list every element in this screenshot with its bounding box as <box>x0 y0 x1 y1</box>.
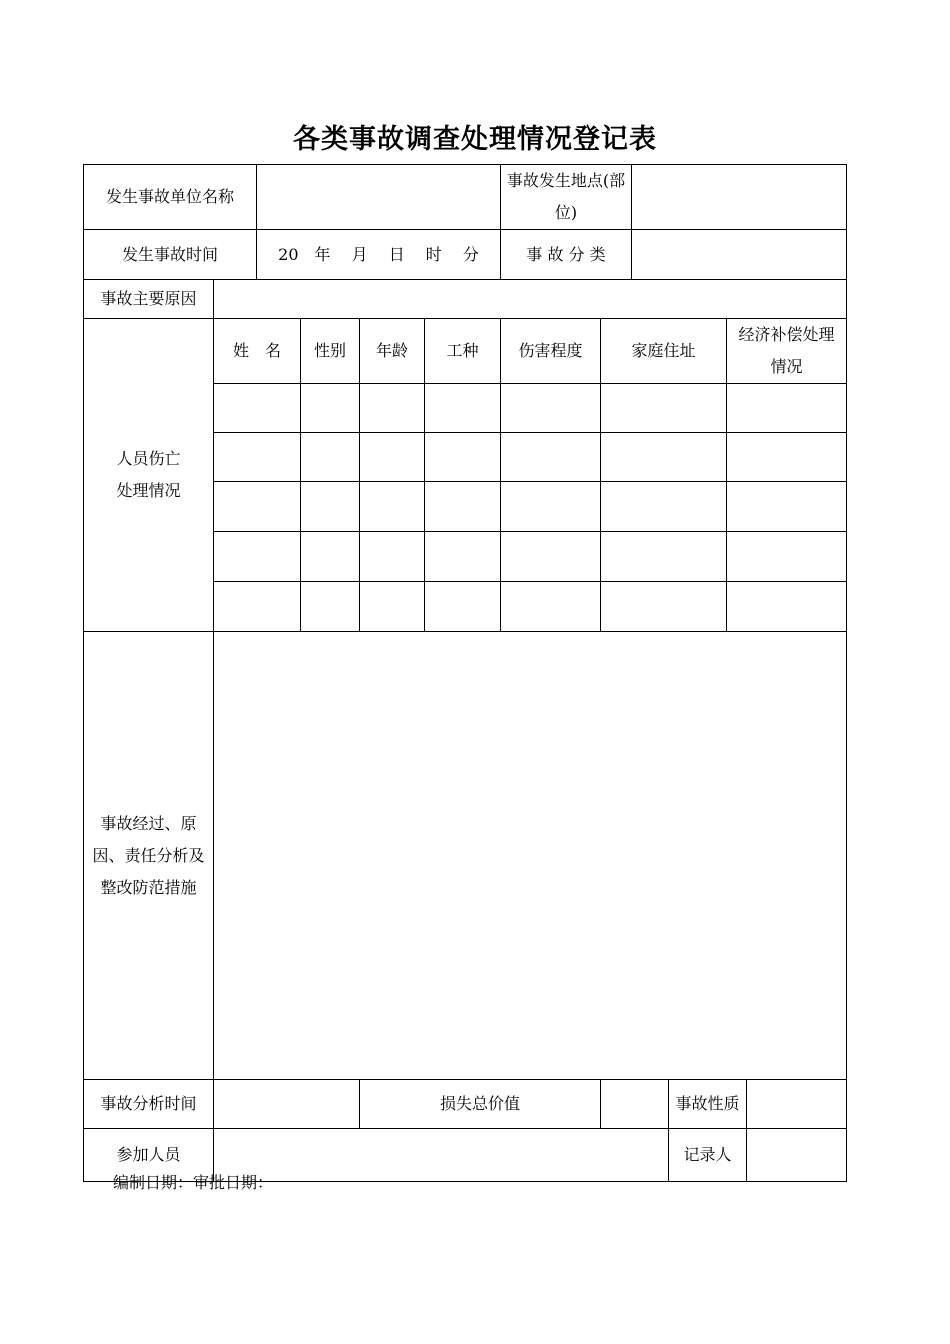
compensation-header-line1: 经济补偿处理 <box>738 325 835 344</box>
analysis-field[interactable] <box>214 632 847 1080</box>
injury-cell[interactable] <box>501 433 601 482</box>
age-cell[interactable] <box>360 482 425 532</box>
injury-cell[interactable] <box>501 582 601 632</box>
unit-name-field[interactable] <box>257 165 501 230</box>
age-cell[interactable] <box>360 532 425 582</box>
injury-cell[interactable] <box>501 384 601 433</box>
footer-dates: 编制日期：审批日期： <box>113 1173 274 1192</box>
casualty-section-label <box>84 319 214 632</box>
analysis-label-line2: 因、责任分析及 <box>92 845 205 865</box>
gender-cell[interactable] <box>301 532 360 582</box>
time-field[interactable]: 20 年 月 日 时 分 <box>257 230 501 280</box>
gender-cell[interactable] <box>301 582 360 632</box>
injury-cell[interactable] <box>501 532 601 582</box>
cause-label: 事故主要原因 <box>84 280 214 319</box>
unit-name-label: 发生事故单位名称 <box>84 165 257 230</box>
analysis-label-line3: 整改防范措施 <box>100 877 197 897</box>
recorder-field[interactable] <box>747 1129 847 1182</box>
gender-cell[interactable] <box>301 384 360 433</box>
nature-field[interactable] <box>747 1080 847 1129</box>
analysis-label-line1: 事故经过、原 <box>100 813 197 833</box>
age-cell[interactable] <box>360 384 425 433</box>
job-cell[interactable] <box>425 532 501 582</box>
age-cell[interactable] <box>360 433 425 482</box>
address-cell[interactable] <box>601 582 727 632</box>
name-cell[interactable] <box>214 433 301 482</box>
col-name-header: 姓 名 <box>214 319 301 384</box>
analysis-label <box>84 632 214 1080</box>
casualty-label-line1: 人员伤亡 <box>116 449 181 468</box>
gender-cell[interactable] <box>301 482 360 532</box>
address-cell[interactable] <box>601 384 727 433</box>
participants-label: 参加人员 <box>84 1129 214 1182</box>
col-job-header: 工种 <box>425 319 501 384</box>
col-compensation-header <box>727 319 847 384</box>
age-cell[interactable] <box>360 582 425 632</box>
page-title: 各类事故调查处理情况登记表 <box>293 124 657 155</box>
job-cell[interactable] <box>425 433 501 482</box>
injury-cell[interactable] <box>501 482 601 532</box>
compensation-cell[interactable] <box>727 582 847 632</box>
compensation-cell[interactable] <box>727 532 847 582</box>
name-cell[interactable] <box>214 582 301 632</box>
nature-label: 事故性质 <box>669 1080 747 1129</box>
loss-label: 损失总价值 <box>360 1080 601 1129</box>
job-cell[interactable] <box>425 384 501 433</box>
location-field[interactable] <box>632 165 847 230</box>
analysis-time-field[interactable] <box>214 1080 360 1129</box>
address-cell[interactable] <box>601 433 727 482</box>
compensation-cell[interactable] <box>727 482 847 532</box>
compensation-cell[interactable] <box>727 433 847 482</box>
col-injury-header: 伤害程度 <box>501 319 601 384</box>
category-field[interactable] <box>632 230 847 280</box>
participants-field[interactable] <box>214 1129 669 1182</box>
category-label: 事 故 分 类 <box>501 230 632 280</box>
accident-register-form <box>83 164 847 1182</box>
loss-field[interactable] <box>601 1080 669 1129</box>
compensation-header-line2: 情况 <box>770 357 803 376</box>
col-gender-header: 性别 <box>301 319 360 384</box>
recorder-label: 记录人 <box>669 1129 747 1182</box>
casualty-label-line2: 处理情况 <box>116 481 181 500</box>
analysis-time-label: 事故分析时间 <box>84 1080 214 1129</box>
name-cell[interactable] <box>214 482 301 532</box>
location-label: 事故发生地点(部位) <box>501 165 632 230</box>
name-cell[interactable] <box>214 384 301 433</box>
gender-cell[interactable] <box>301 433 360 482</box>
address-cell[interactable] <box>601 532 727 582</box>
address-cell[interactable] <box>601 482 727 532</box>
col-address-header: 家庭住址 <box>601 319 727 384</box>
job-cell[interactable] <box>425 582 501 632</box>
compensation-cell[interactable] <box>727 384 847 433</box>
cause-field[interactable] <box>214 280 847 319</box>
name-cell[interactable] <box>214 532 301 582</box>
col-age-header: 年龄 <box>360 319 425 384</box>
time-label: 发生事故时间 <box>84 230 257 280</box>
job-cell[interactable] <box>425 482 501 532</box>
